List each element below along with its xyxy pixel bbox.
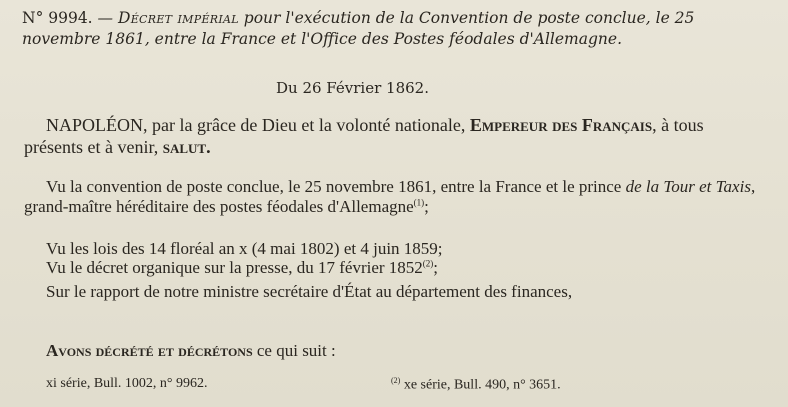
footnote-2-text: xe série, Bull. 490, n° 3651. [400,377,561,393]
footnote-ref-1: (1) [413,197,425,208]
decree-label: Décret impérial [117,9,239,27]
report-paragraph [24,282,764,302]
convention-prince-name: de la Tour et Taxis [625,177,751,196]
footnote-1: xi série, Bull. 1002, n° 9962. [46,376,208,391]
avons-end: ce qui suit : [252,341,336,360]
emperor-name: NAPOLÉON [46,115,143,135]
decree-header [22,8,767,50]
decree-date: Du 26 Février 1862. [276,79,429,97]
press-decree-text: Vu le décret organique sur la presse, du 17 février 1852 [46,258,423,277]
press-decree-paragraph [24,258,764,278]
report-text: Sur le rapport de notre ministre secrétaire d'État au département des finances, [46,282,573,301]
emperor-title: Empereur des Français [469,115,653,135]
header-dash: — [92,9,118,27]
footnote-2 [391,376,561,394]
salut-word: salut. [162,137,211,157]
avons-label: Avons décrété et décrétons [46,341,253,360]
opening-end: , à tous présents et à venir, [24,115,704,157]
decree-number: N° 9994. [22,9,93,27]
convention-text-b: , grand-maître héréditaire des postes féodales d'Allemagne [24,177,756,216]
footnote-2-marker: (2) [391,376,401,385]
laws-text: Vu les lois des 14 floréal an x (4 mai 1802) et 4 juin 1859; [46,239,443,258]
convention-paragraph [24,177,764,217]
avons-paragraph [24,341,764,361]
opening-paragraph [24,114,764,158]
convention-text-a: Vu la convention de poste conclue, le 25 novembre 1861, entre la France et le prince [46,177,626,196]
opening-text: , par la grâce de Dieu et la volonté nationale, [143,115,470,135]
press-decree-end: ; [433,258,439,277]
laws-paragraph [24,239,764,259]
decree-title-text: pour l'exécution de la Convention de poste conclue, le 25 novembre 1861, entre la France et l'Office des Postes féodales d'Allemagne. [22,9,695,48]
footnote-ref-2: (2) [422,258,434,269]
convention-end: ; [424,197,429,216]
